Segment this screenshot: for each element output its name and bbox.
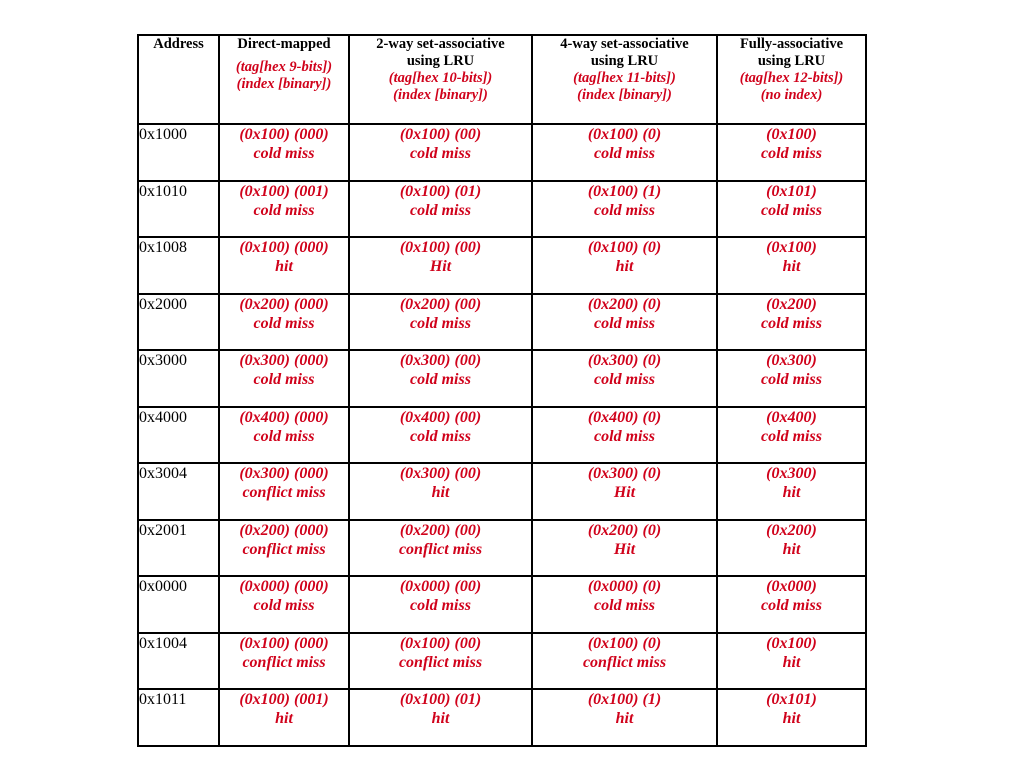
two-way-result: cold miss (410, 597, 471, 614)
two-way-cell (349, 350, 532, 407)
four-way-result: hit (615, 710, 634, 727)
table-row (138, 124, 866, 181)
direct-mapped-cell (219, 576, 349, 633)
address-cell: 0x2001 (138, 520, 219, 577)
direct-mapped-tag-index: (0x000) (000) (239, 578, 329, 595)
fully-associative-cell (717, 633, 866, 690)
direct-mapped-cell (219, 520, 349, 577)
fully-associative-tag-index: (0x400) (766, 408, 817, 426)
direct-mapped-tag-index: (0x100) (001) (239, 182, 329, 200)
fully-associative-result: hit (782, 653, 801, 671)
two-way-tag-index: (0x300) (00) (399, 465, 482, 482)
two-way-result: cold miss (410, 145, 471, 162)
direct-mapped-tag-index: (0x100) (000) (239, 634, 329, 652)
direct-mapped-cell (219, 124, 349, 181)
table-body (138, 124, 866, 746)
four-way-result: cold miss (594, 427, 655, 445)
four-way-tag-index: (0x100) (1) (587, 691, 662, 708)
four-way-cell (532, 407, 717, 464)
two-way-tag-index: (0x300) (00) (399, 352, 482, 369)
address-cell: 0x1008 (138, 237, 219, 294)
fully-associative-result: hit (782, 710, 801, 727)
two-way-tag-index: (0x100) (01) (399, 182, 482, 200)
header-row (138, 35, 866, 124)
direct-mapped-tag-index: (0x200) (000) (239, 521, 329, 539)
direct-mapped-tag-index: (0x100) (001) (239, 691, 329, 708)
fully-associative-cell (717, 576, 866, 633)
fully-associative-cell (717, 124, 866, 181)
four-way-tag-index: (0x200) (0) (587, 521, 662, 539)
four-way-cell (532, 181, 717, 238)
four-way-cell (532, 237, 717, 294)
direct-mapped-result: cold miss (253, 597, 315, 614)
direct-mapped-cell (219, 689, 349, 746)
four-way-tag-index: (0x400) (0) (587, 408, 662, 426)
two-way-tag-index: (0x000) (00) (399, 578, 482, 595)
fully-associative-tag-index: (0x200) (766, 295, 817, 313)
fully-associative-result: cold miss (761, 371, 822, 388)
two-way-tag-index: (0x400) (00) (399, 408, 482, 426)
header-two-way-tag: (tag[hex 10-bits]) (388, 70, 493, 86)
header-four-way-index: (index [binary]) (577, 87, 672, 103)
fully-associative-result: hit (782, 484, 801, 501)
table-row (138, 463, 866, 520)
fully-associative-result: cold miss (761, 427, 822, 445)
four-way-tag-index: (0x300) (0) (587, 465, 662, 482)
header-four-way-title-line2: using LRU (590, 53, 659, 69)
fully-associative-result: cold miss (761, 201, 822, 219)
fully-associative-tag-index: (0x200) (766, 521, 817, 539)
two-way-result: Hit (429, 258, 452, 275)
header-fully-title-line2: using LRU (757, 53, 826, 69)
four-way-result: cold miss (594, 314, 655, 332)
four-way-cell (532, 576, 717, 633)
direct-mapped-result: cold miss (253, 427, 315, 445)
four-way-tag-index: (0x000) (0) (587, 578, 662, 595)
fully-associative-tag-index: (0x100) (766, 239, 817, 256)
direct-mapped-cell (219, 407, 349, 464)
address-cell: 0x3004 (138, 463, 219, 520)
header-two-way-index: (index [binary]) (393, 87, 488, 103)
four-way-tag-index: (0x200) (0) (587, 295, 662, 313)
two-way-result: conflict miss (398, 653, 483, 671)
fully-associative-tag-index: (0x100) (766, 126, 817, 143)
fully-associative-tag-index: (0x101) (766, 691, 817, 708)
direct-mapped-tag-index: (0x100) (000) (239, 239, 329, 256)
header-direct-mapped-tag: (tag[hex 9-bits]) (235, 59, 333, 75)
direct-mapped-cell (219, 463, 349, 520)
header-fully-index: (no index) (760, 87, 823, 103)
direct-mapped-tag-index: (0x300) (000) (239, 465, 329, 482)
header-four-way-title-line1: 4-way set-associative (560, 36, 689, 52)
two-way-result: conflict miss (398, 540, 483, 558)
direct-mapped-result: conflict miss (242, 653, 326, 671)
header-two-way-title-line2: using LRU (406, 53, 475, 69)
two-way-cell (349, 294, 532, 351)
four-way-tag-index: (0x100) (0) (587, 239, 662, 256)
two-way-tag-index: (0x100) (00) (399, 239, 482, 256)
header-fully-associative (717, 35, 866, 124)
address-cell: 0x1004 (138, 633, 219, 690)
two-way-tag-index: (0x100) (00) (399, 634, 482, 652)
fully-associative-tag-index: (0x300) (766, 352, 817, 369)
direct-mapped-cell (219, 350, 349, 407)
two-way-cell (349, 181, 532, 238)
four-way-result: Hit (613, 540, 636, 558)
header-direct-mapped (219, 35, 349, 124)
two-way-cell (349, 576, 532, 633)
table-row (138, 520, 866, 577)
table-row (138, 633, 866, 690)
fully-associative-cell (717, 689, 866, 746)
direct-mapped-result: hit (275, 710, 293, 727)
four-way-result: cold miss (594, 597, 655, 614)
two-way-tag-index: (0x200) (00) (399, 521, 482, 539)
header-fully-title-line1: Fully-associative (739, 36, 844, 52)
address-cell: 0x4000 (138, 407, 219, 464)
header-two-way-title-line1: 2-way set-associative (376, 36, 505, 52)
two-way-cell (349, 463, 532, 520)
two-way-tag-index: (0x100) (00) (399, 126, 482, 143)
four-way-cell (532, 520, 717, 577)
four-way-cell (532, 294, 717, 351)
direct-mapped-cell (219, 181, 349, 238)
two-way-cell (349, 124, 532, 181)
direct-mapped-result: conflict miss (242, 540, 326, 558)
fully-associative-tag-index: (0x300) (766, 465, 817, 482)
fully-associative-result: cold miss (761, 145, 822, 162)
cache-simulation-table (137, 34, 867, 747)
four-way-result: cold miss (594, 201, 655, 219)
header-address (138, 35, 219, 124)
table-row (138, 350, 866, 407)
fully-associative-cell (717, 407, 866, 464)
direct-mapped-result: conflict miss (242, 484, 326, 501)
two-way-tag-index: (0x100) (01) (399, 691, 482, 708)
fully-associative-cell (717, 520, 866, 577)
four-way-cell (532, 463, 717, 520)
table-row (138, 407, 866, 464)
fully-associative-tag-index: (0x101) (766, 182, 817, 200)
header-four-way-tag: (tag[hex 11-bits]) (573, 70, 676, 86)
two-way-result: cold miss (410, 201, 471, 219)
header-fully-tag: (tag[hex 12-bits]) (739, 70, 844, 86)
header-direct-mapped-index: (index [binary]) (236, 76, 332, 92)
address-cell: 0x0000 (138, 576, 219, 633)
two-way-result: hit (431, 710, 450, 727)
two-way-cell (349, 633, 532, 690)
header-address-label: Address (153, 36, 204, 52)
fully-associative-result: cold miss (761, 314, 822, 332)
fully-associative-cell (717, 237, 866, 294)
table-row (138, 294, 866, 351)
direct-mapped-result: cold miss (253, 201, 315, 219)
fully-associative-result: cold miss (761, 597, 822, 614)
four-way-tag-index: (0x100) (0) (587, 126, 662, 143)
header-four-way (532, 35, 717, 124)
two-way-result: cold miss (410, 314, 471, 332)
four-way-cell (532, 124, 717, 181)
four-way-result: Hit (613, 484, 636, 501)
fully-associative-cell (717, 294, 866, 351)
four-way-result: cold miss (594, 145, 655, 162)
fully-associative-tag-index: (0x100) (766, 634, 817, 652)
direct-mapped-result: cold miss (253, 145, 315, 162)
two-way-cell (349, 237, 532, 294)
four-way-tag-index: (0x300) (0) (587, 352, 662, 369)
two-way-cell (349, 520, 532, 577)
four-way-result: cold miss (594, 371, 655, 388)
two-way-cell (349, 407, 532, 464)
four-way-tag-index: (0x100) (0) (587, 634, 662, 652)
header-two-way (349, 35, 532, 124)
four-way-tag-index: (0x100) (1) (587, 182, 662, 200)
two-way-result: cold miss (410, 427, 471, 445)
table-row (138, 181, 866, 238)
two-way-result: hit (431, 484, 450, 501)
table-row (138, 576, 866, 633)
address-cell: 0x2000 (138, 294, 219, 351)
address-cell: 0x1011 (138, 689, 219, 746)
fully-associative-tag-index: (0x000) (766, 578, 817, 595)
two-way-cell (349, 689, 532, 746)
two-way-tag-index: (0x200) (00) (399, 295, 482, 313)
fully-associative-result: hit (782, 540, 801, 558)
direct-mapped-result: cold miss (253, 371, 315, 388)
address-cell: 0x3000 (138, 350, 219, 407)
direct-mapped-result: hit (275, 258, 293, 275)
four-way-cell (532, 633, 717, 690)
direct-mapped-result: cold miss (253, 314, 315, 332)
fully-associative-cell (717, 463, 866, 520)
table-row (138, 237, 866, 294)
direct-mapped-cell (219, 237, 349, 294)
address-cell: 0x1010 (138, 181, 219, 238)
four-way-result: hit (615, 258, 634, 275)
two-way-result: cold miss (410, 371, 471, 388)
direct-mapped-tag-index: (0x100) (000) (239, 126, 329, 143)
fully-associative-result: hit (782, 258, 801, 275)
four-way-result: conflict miss (582, 653, 667, 671)
fully-associative-cell (717, 350, 866, 407)
direct-mapped-tag-index: (0x300) (000) (239, 352, 329, 369)
four-way-cell (532, 350, 717, 407)
address-cell: 0x1000 (138, 124, 219, 181)
four-way-cell (532, 689, 717, 746)
table-row (138, 689, 866, 746)
fully-associative-cell (717, 181, 866, 238)
direct-mapped-cell (219, 294, 349, 351)
direct-mapped-cell (219, 633, 349, 690)
direct-mapped-tag-index: (0x200) (000) (239, 295, 329, 313)
header-direct-mapped-title: Direct-mapped (237, 36, 331, 52)
direct-mapped-tag-index: (0x400) (000) (239, 408, 329, 426)
